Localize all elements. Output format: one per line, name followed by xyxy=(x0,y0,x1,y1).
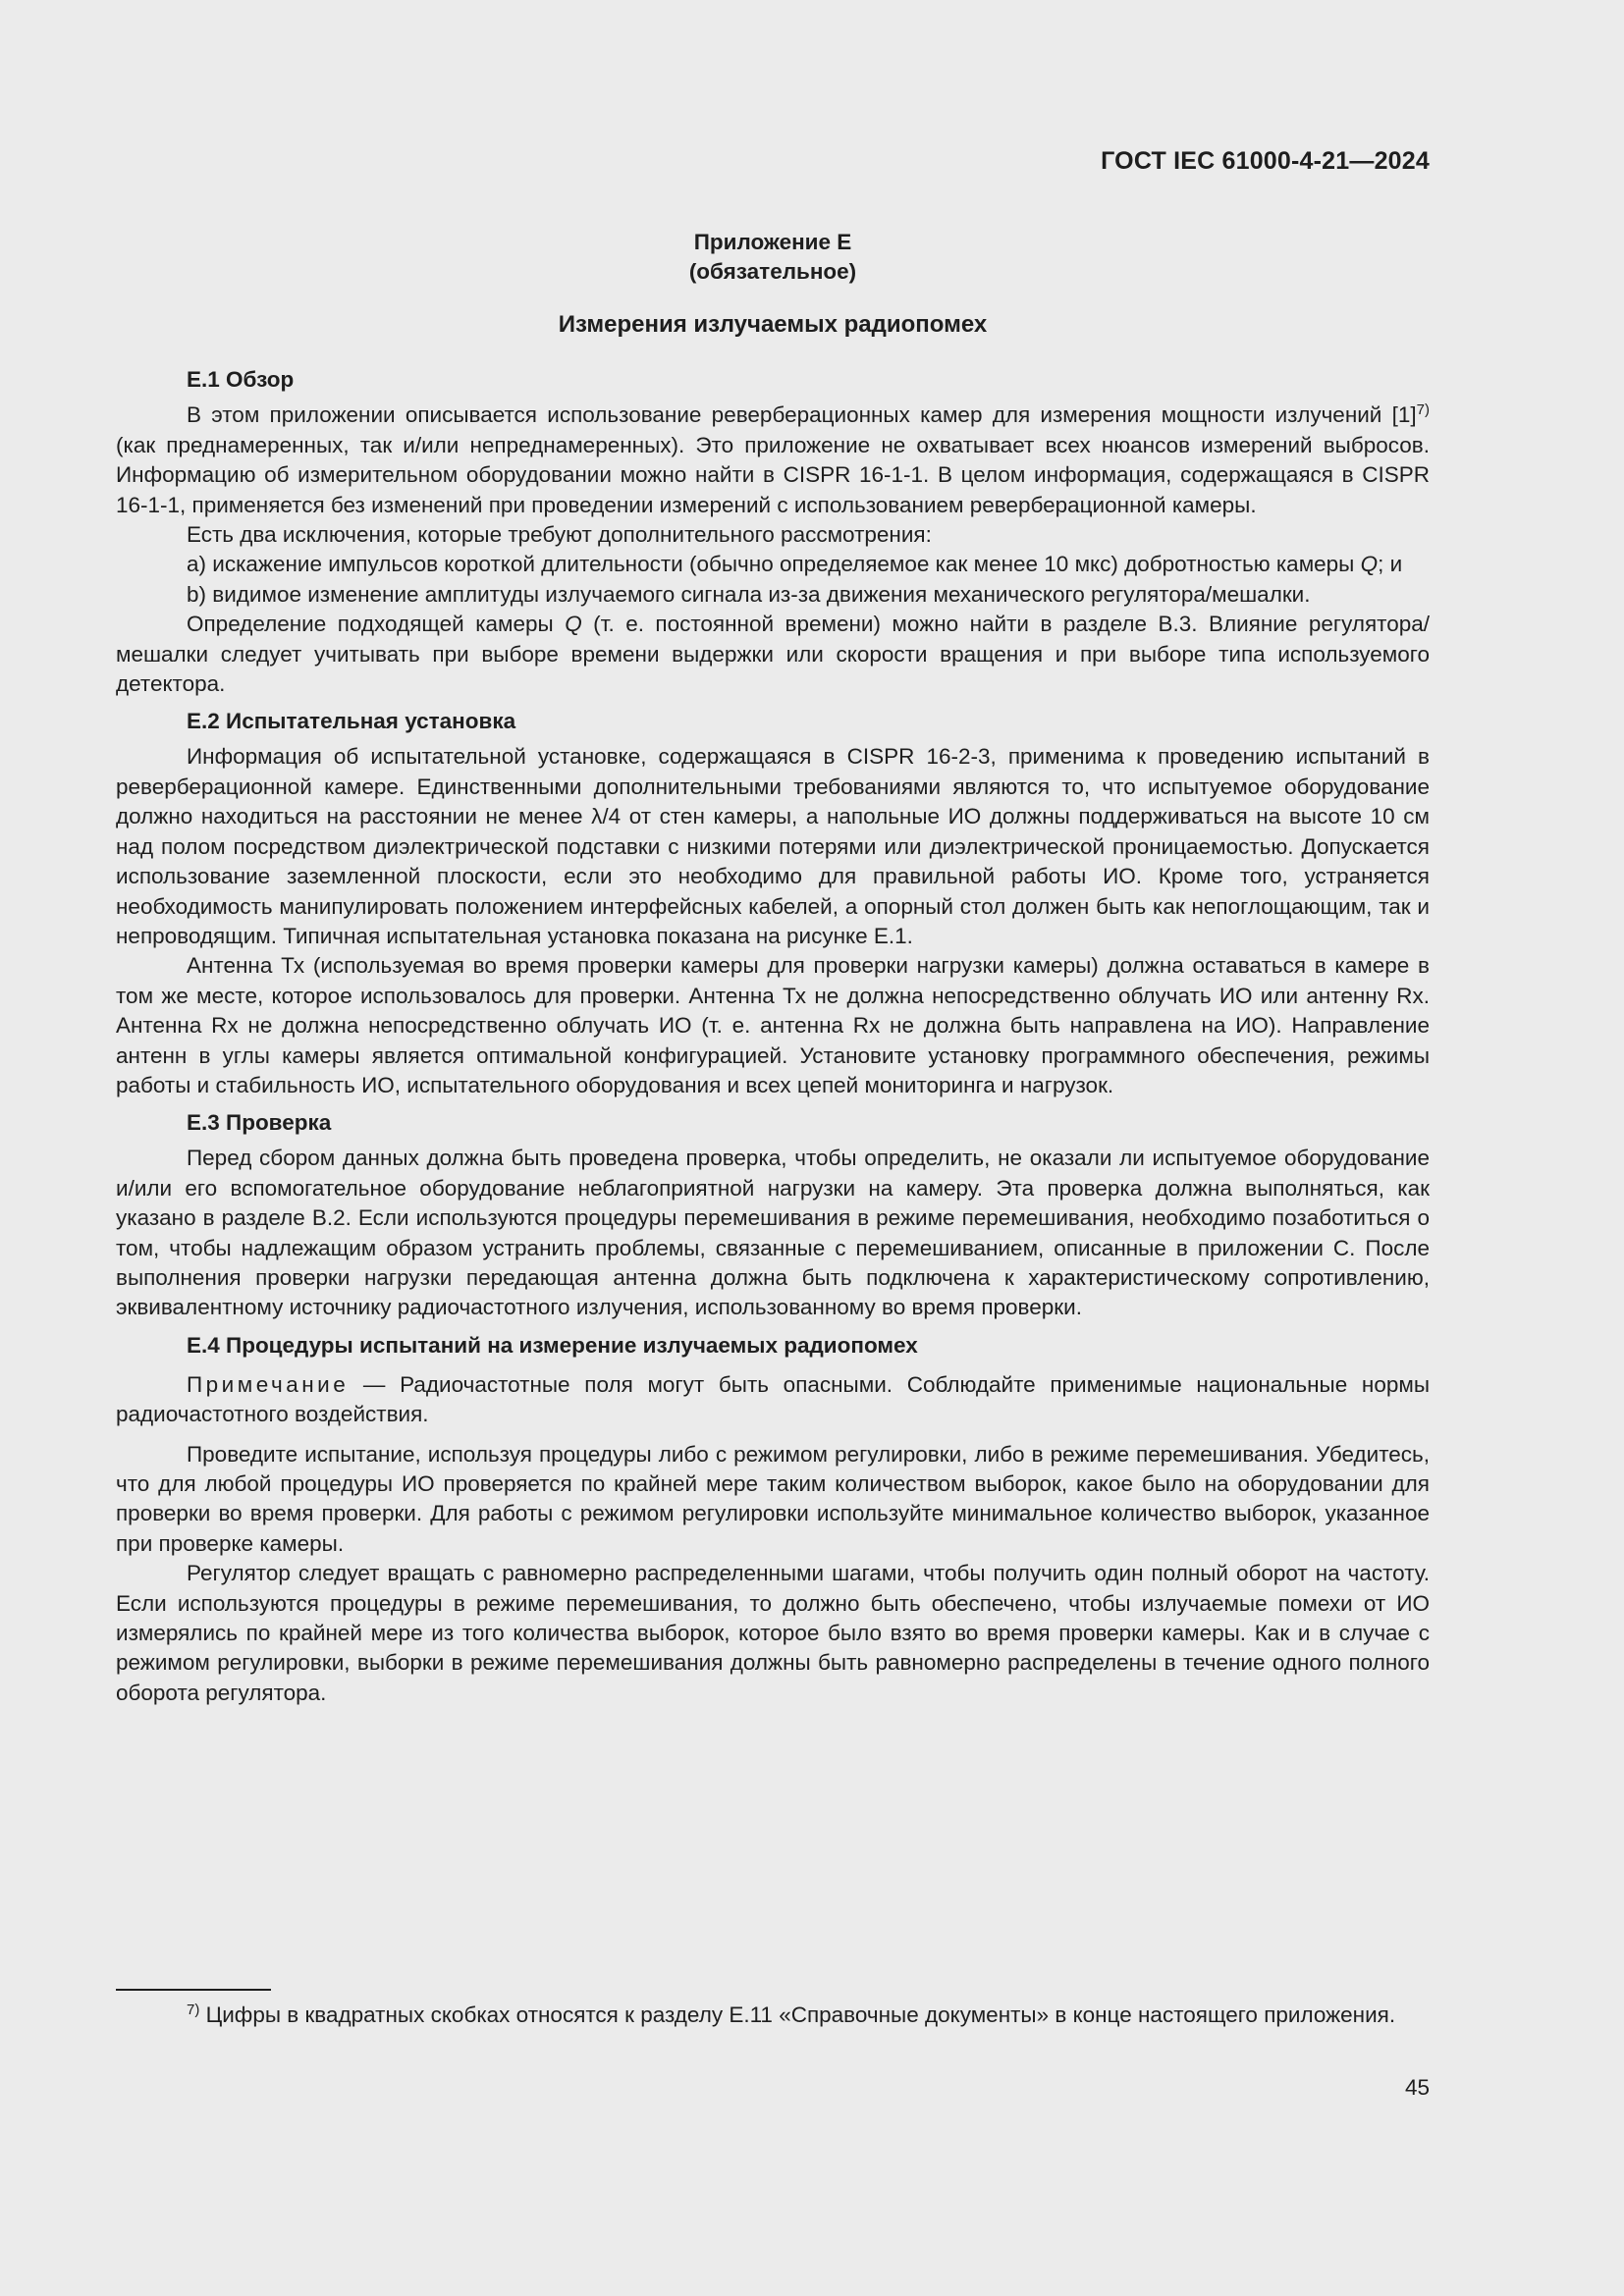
footnote-marker: 7) xyxy=(187,2002,200,2018)
page-number: 45 xyxy=(1404,2075,1430,2100)
note-text: — Радиочастотные поля могут быть опасными. Соблюдайте применимые национальные нормы радиочастотного воздействия. xyxy=(116,1371,1430,1427)
list-item-b: b) видимое изменение амплитуды излучаемого сигнала из-за движения механического регулятора/мешалки. xyxy=(187,581,1311,607)
footnote-paragraph xyxy=(116,2001,1430,2030)
annex-status: (обязательное) xyxy=(688,259,857,284)
paragraph-text: (как преднамеренных, так и/или непреднамеренных). Это приложение не охватывает всех нюансов измерений выбросов. Информацию об измерительном оборудовании можно найти в CISPR 16-1-1. В целом информация, содержащаяся в CISPR 16-1-1, применяется без изменений при проведении измерений с использованием реверберационной камеры. xyxy=(116,432,1430,517)
paragraph-e4-2: Регулятор следует вращать с равномерно распределенными шагами, чтобы получить один полный оборот на частоту. Если используются процедуры в режиме перемешивания, то должно быть обеспечено, чтобы излучаемые помехи от ИО измерялись по крайней мере из того количества выборок, которое было взято во время проверки камеры. Как и в случае с режимом регулировки, выборки в режиме перемешивания должны быть равномерно распределены в течение одного полного оборота регулятора. xyxy=(116,1561,1430,1705)
paragraph-e1-3 xyxy=(116,610,1430,699)
note-label: Примечание xyxy=(187,1371,350,1397)
paragraph-text: Определение подходящей камеры xyxy=(187,612,566,637)
annex-label: Приложение Е xyxy=(693,230,852,254)
symbol-q: Q xyxy=(565,612,582,637)
section-heading-e4: Е.4 Процедуры испытаний на измерение излучаемых радиопомех xyxy=(187,1332,918,1358)
list-item-text: ; и xyxy=(1378,552,1403,577)
annex-title: Измерения излучаемых радиопомех xyxy=(558,311,988,338)
paragraph-e4-1: Проведите испытание, используя процедуры либо с режимом регулировки, либо в режиме перемешивания. Убедитесь, что для любой процедуры ИО проверяется по крайней мере таким количеством выборок, какое было на оборудовании для проверки во время проверки. Для работы с режимом регулировки используйте минимальное количество выборок, указанное при проверке камеры. xyxy=(116,1441,1430,1556)
paragraph-e1-2: Есть два исключения, которые требуют дополнительного рассмотрения: xyxy=(187,522,932,548)
paragraph-text: В этом приложении описывается использование реверберационных камер для измерения мощности излучений [1] xyxy=(187,402,1417,428)
footnote-divider xyxy=(116,1989,271,1991)
page-content xyxy=(116,224,1430,1708)
section-heading-e3: Е.3 Проверка xyxy=(187,1110,332,1136)
document-code: ГОСТ IEC 61000-4-21—2024 xyxy=(1101,147,1430,175)
footnote-ref: 7) xyxy=(1416,401,1430,419)
list-item-text: a) искажение импульсов короткой длительности (обычно определяемое как менее 10 мкс) добротностью камеры xyxy=(187,552,1361,577)
list-item-a xyxy=(116,550,1430,579)
footnote xyxy=(116,2001,1430,2030)
paragraph-e2-2: Антенна Тх (используемая во время проверки камеры для проверки нагрузки камеры) должна оставаться в камере в том же месте, которое использовалось для проверки. Антенна Тх не должна непосредственно облучать ИО или антенну Rx. Антенна Rx не должна непосредственно облучать ИО (т. е. антенна Rx не должна быть направлена на ИО). Направление антенн в углы камеры является оптимальной конфигурацией. Установите установку программного обеспечения, режимы работы и стабильность ИО, испытательного оборудования и всех цепей мониторинга и нагрузок. xyxy=(116,953,1430,1097)
section-heading-e1: Е.1 Обзор xyxy=(187,367,295,393)
paragraph-text: (т. е. постоянной времени) можно найти в разделе В.3. Влияние регулятора/мешалки следует учитывать при выборе времени выдержки или скорости вращения и при выборе типа используемого детектора. xyxy=(116,612,1430,697)
annex-heading xyxy=(116,228,1430,287)
paragraph-e2-1: Информация об испытательной установке, содержащаяся в CISPR 16-2-3, применима к проведению испытаний в реверберационной камере. Единственными дополнительными требованиями являются то, что испытуемое оборудование должно находиться на расстоянии не менее λ/4 от стен камеры, а напольные ИО должны поддерживаться на высоте 10 см над полом посредством диэлектрической подставки с низкими потерями или диэлектрической проницаемостью. Допускается использование заземленной плоскости, если это необходимо для правильной работы ИО. Кроме того, устраняется необходимость манипулировать положением интерфейсных кабелей, а опорный стол должен быть как непоглощающим, так и непроводящим. Типичная испытательная установка показана на рисунке Е.1. xyxy=(116,744,1430,948)
footnote-text: Цифры в квадратных скобках относятся к разделу Е.11 «Справочные документы» в конце настоящего приложения. xyxy=(199,2002,1396,2027)
paragraph-e1-1 xyxy=(116,400,1430,520)
symbol-q: Q xyxy=(1360,552,1379,577)
paragraph-e3-1: Перед сбором данных должна быть проведена проверка, чтобы определить, не оказали ли испытуемое оборудование и/или его вспомогательное оборудование неблагоприятной нагрузки на камеру. Эта проверка должна выполняться, как указано в разделе В.2. Если используются процедуры перемешивания в режиме перемешивания, необходимо позаботиться о том, чтобы надлежащим образом устранить проблемы, связанные с перемешиванием, описанные в приложении С. После выполнения проверки нагрузки передающая антенна должна быть подключена к характеристическому сопротивлению, эквивалентному источнику радиочастотного излучения, использованному во время проверки. xyxy=(116,1146,1430,1320)
section-heading-e2: Е.2 Испытательная установка xyxy=(187,709,516,734)
note xyxy=(116,1370,1430,1430)
